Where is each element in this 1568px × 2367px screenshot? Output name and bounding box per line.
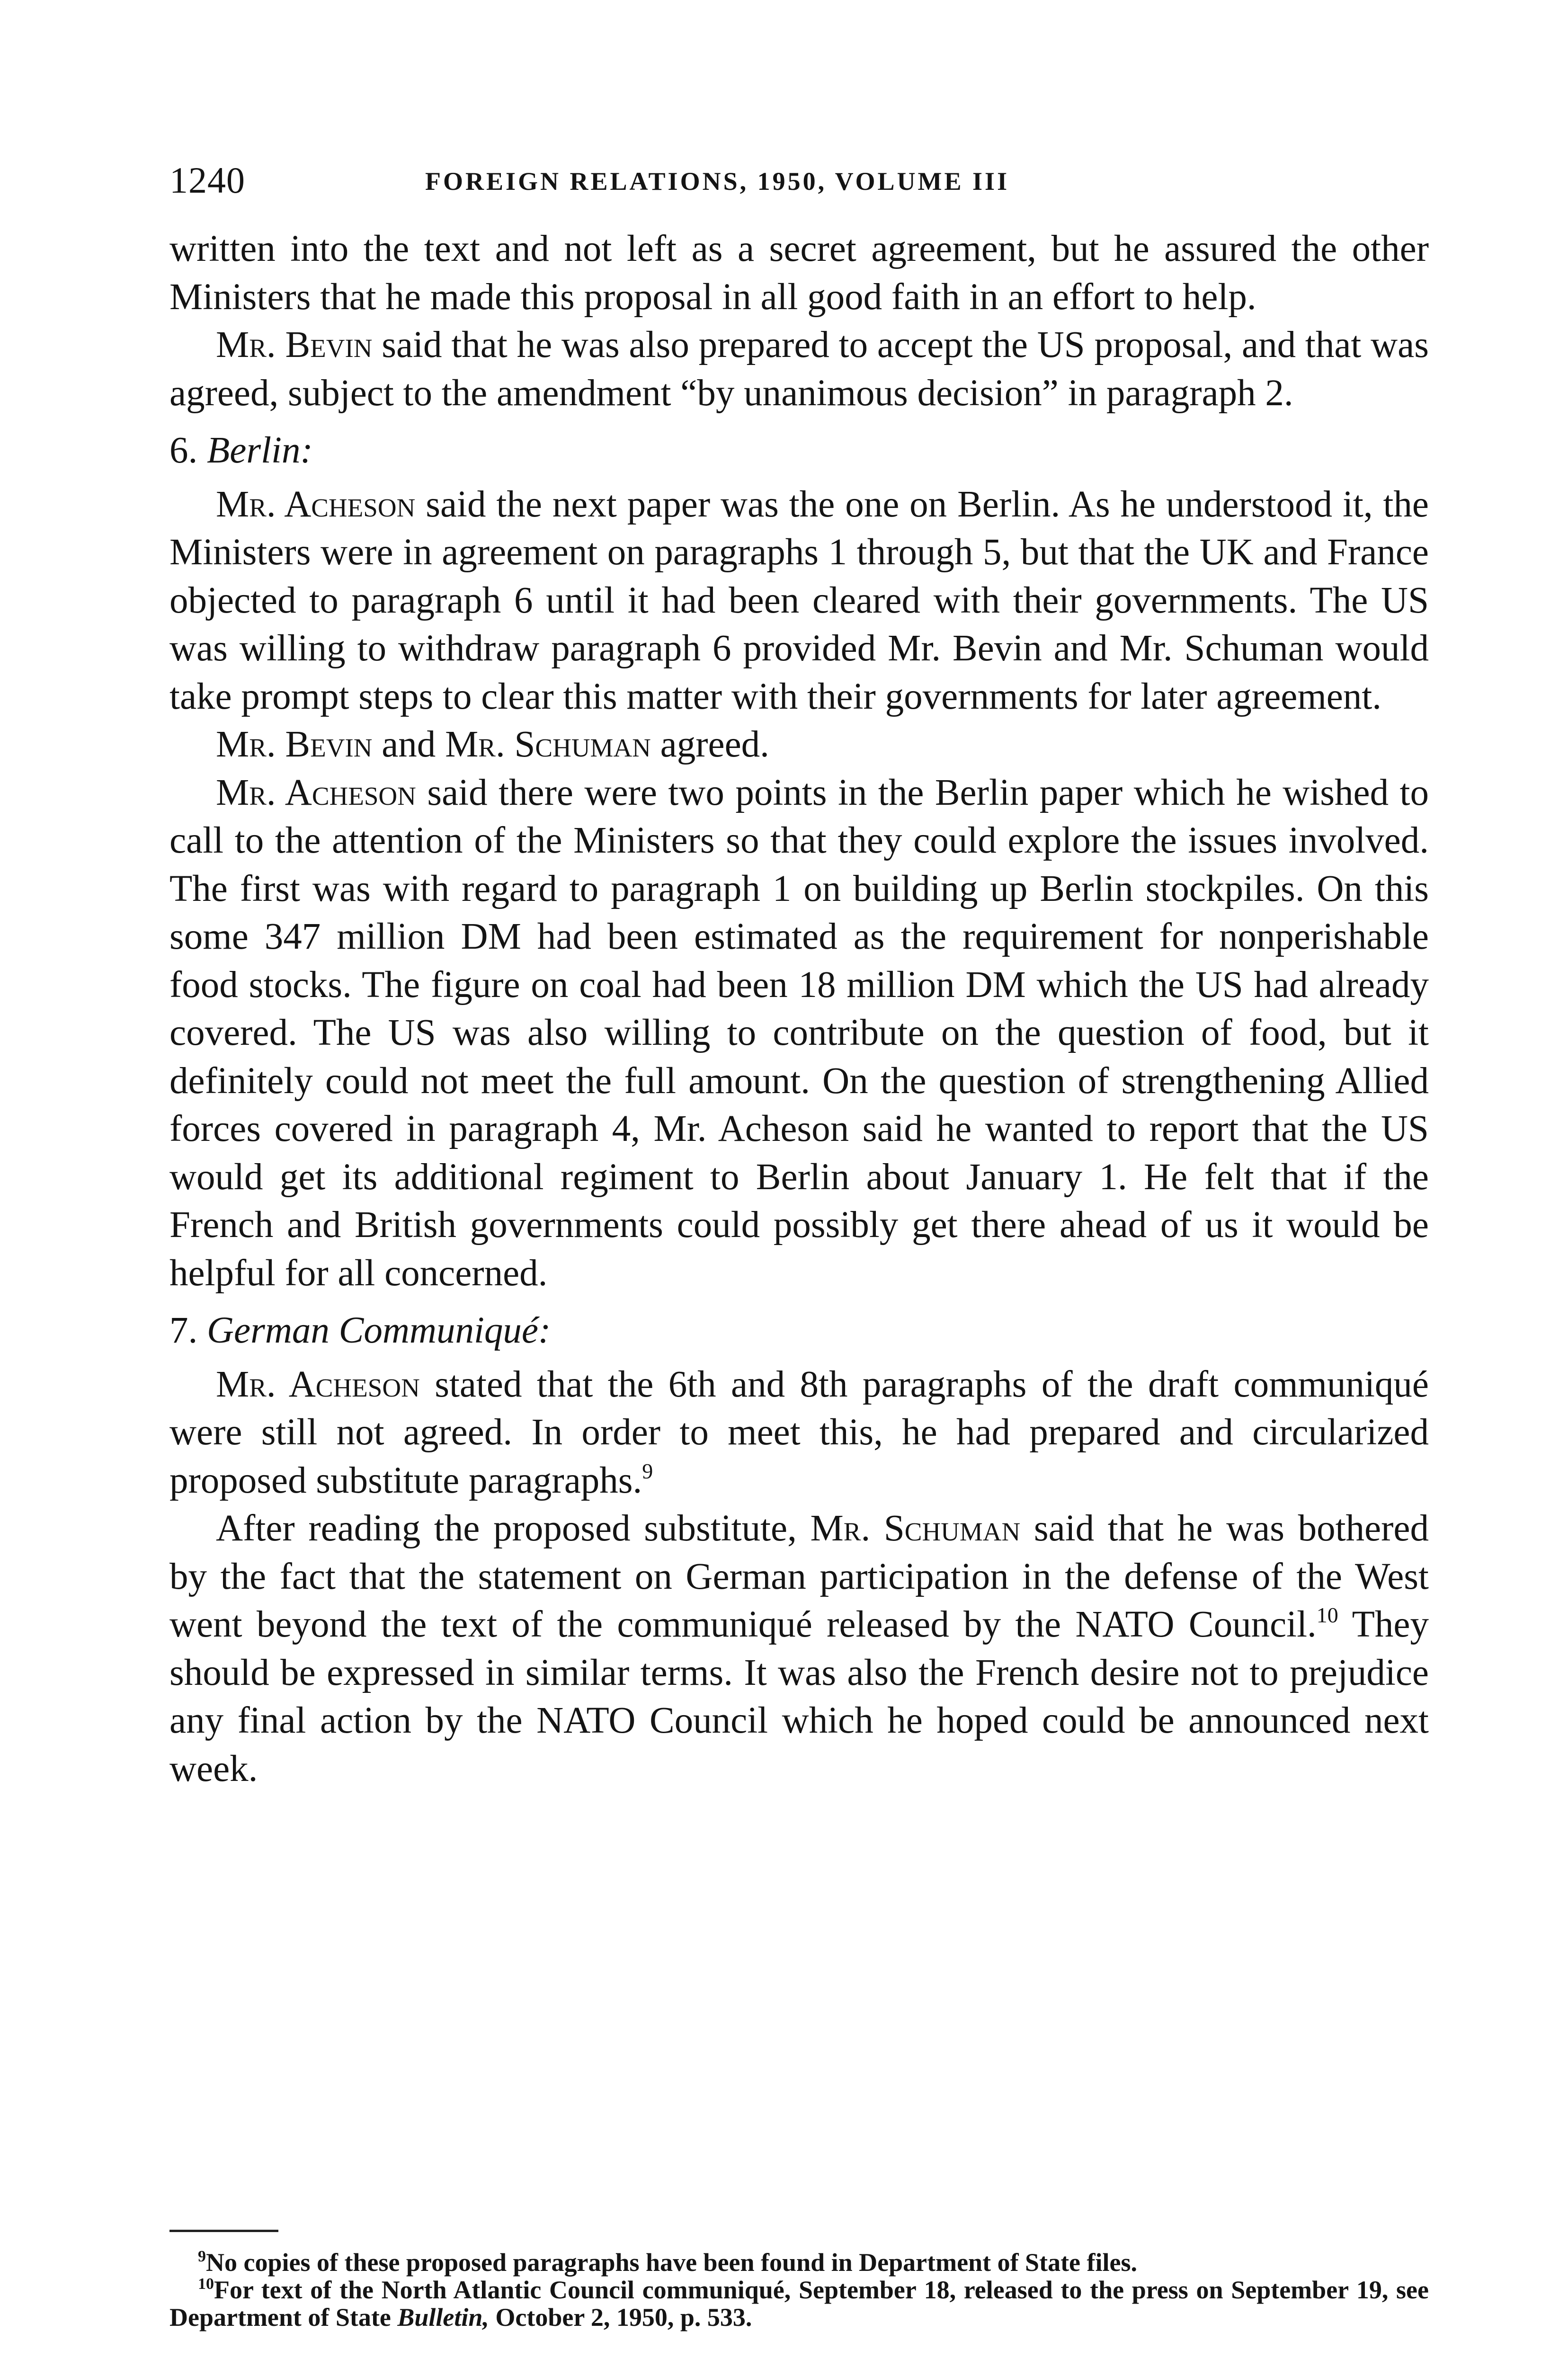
paragraph-text: said that he was also prepared to accept the US proposal, and that was agreed, subject to the amendment “by unanimous decision” in paragraph 2.	[169, 324, 1429, 414]
footnotes	[169, 2249, 1429, 2331]
speaker-name: Mr. Bevin	[216, 724, 373, 765]
speaker-name: Mr. Schuman	[445, 724, 651, 765]
footnote-text: No copies of these proposed paragraphs have been found in Department of State files.	[206, 2248, 1137, 2277]
continuation-text: written into the text and not left as a secret agreement, but he assured the other Ministers that he made this proposal in all good faith in an effort to help.	[169, 228, 1429, 318]
conjunction-text: and	[372, 724, 445, 765]
paragraph-text: agreed.	[650, 724, 769, 765]
footnote-divider	[169, 2230, 278, 2232]
bevin-accept-paragraph	[169, 321, 1429, 417]
berlin-paragraph-3	[169, 769, 1429, 1298]
page-number: 1240	[169, 160, 245, 201]
page-body	[169, 225, 1429, 1793]
communique-paragraph-2	[169, 1504, 1429, 1793]
speaker-name: Mr. Acheson	[216, 483, 416, 525]
footnote-italic-title: Bulletin,	[397, 2303, 489, 2331]
footnote-10	[169, 2276, 1429, 2331]
footnote-ref-10[interactable]: 10	[1316, 1603, 1338, 1627]
berlin-paragraph-2	[169, 721, 1429, 769]
footnote-9	[169, 2249, 1429, 2276]
footnote-mark: 9	[198, 2248, 206, 2265]
speaker-name: Mr. Acheson	[216, 772, 416, 813]
communique-paragraph-1	[169, 1361, 1429, 1505]
paragraph-text: said there were two points in the Berlin paper which he wished to call to the attention of the Ministers so that they could explore the issues involved. The first was with regard to paragraph 1 on building up Berlin stockpiles. On this some 347 million DM had been estimated as the requirement for nonperishable food stocks. The figure on coal had been 18 million DM which the US had already covered. The US was also willing to contribute on the question of food, but it definitely could not meet the full amount. On the question of strengthening Allied forces covered in paragraph 4, Mr. Acheson said he wanted to report that the US would get its additional regiment to Berlin about January 1. He felt that if the French and British governments could possibly get there ahead of us it would be helpful for all concerned.	[169, 772, 1429, 1294]
speaker-name: Mr. Bevin	[216, 324, 373, 365]
section-heading-communique	[169, 1307, 1429, 1355]
running-title: FOREIGN RELATIONS, 1950, VOLUME III	[425, 167, 1010, 196]
paragraph-text: said the next paper was the one on Berlin. As he understood it, the Ministers were in agreement on paragraphs 1 through 5, but that the UK and France objected to paragraph 6 until it had been cleared with their governments. The US was willing to withdraw paragraph 6 provided Mr. Bevin and Mr. Schuman would take prompt steps to clear this matter with their governments for later agreement.	[169, 483, 1429, 717]
paragraph-text: They should be expressed in similar terms. It was also the French desire not to prejudice any final action by the NATO Council which he hoped could be announced next week.	[169, 1604, 1429, 1789]
speaker-name: Mr. Schuman	[810, 1508, 1021, 1549]
paragraph-text: stated that the 6th and 8th paragraphs of the draft communiqué were still not agreed. In order to meet this, he had prepared and circularized proposed substitute paragraphs.	[169, 1363, 1429, 1501]
page-header	[169, 156, 1429, 208]
footnote-ref-9[interactable]: 9	[642, 1459, 653, 1483]
document-page	[169, 156, 1429, 2367]
berlin-paragraph-1	[169, 481, 1429, 721]
speaker-name: Mr. Acheson	[216, 1363, 420, 1405]
section-number: 6.	[169, 430, 198, 471]
section-heading-berlin	[169, 427, 1429, 475]
continuation-paragraph	[169, 225, 1429, 321]
footnote-text: For text of the North Atlantic Council communiqué, September 18, released to the press on September 19, see Department of State	[169, 2276, 1429, 2331]
section-number: 7.	[169, 1310, 198, 1351]
section-title: Berlin:	[207, 430, 313, 471]
footnote-text: October 2, 1950, p. 533.	[489, 2303, 752, 2331]
section-title: German Communiqué:	[207, 1310, 551, 1351]
paragraph-text: said that he was bothered by the fact that the statement on German participation in the defense of the West went beyond the text of the communiqué released by the NATO Council.	[169, 1508, 1429, 1645]
footnote-mark: 10	[198, 2275, 214, 2293]
paragraph-lead: After reading the proposed substitute,	[216, 1508, 811, 1549]
